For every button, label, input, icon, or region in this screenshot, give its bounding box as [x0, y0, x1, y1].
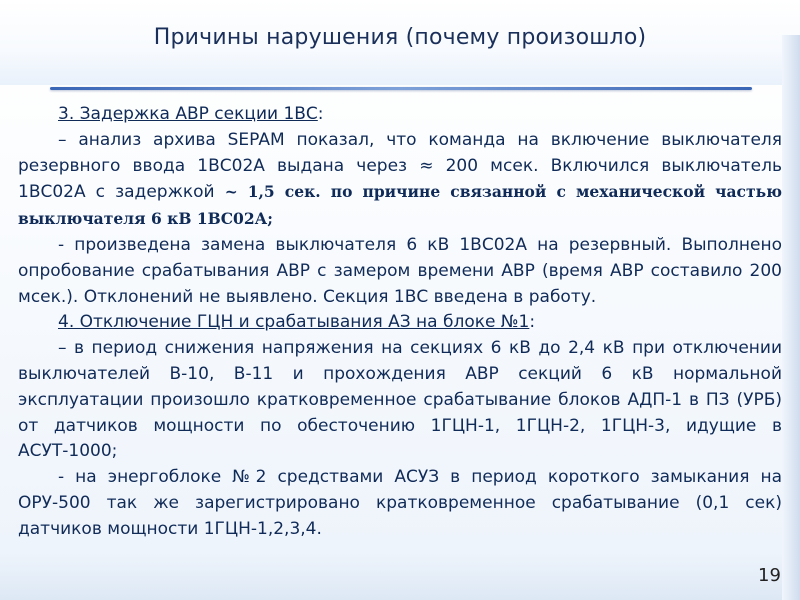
section-4-heading: 4. Отключение ГЦН и срабатывания АЗ на блоке №1 [58, 312, 530, 333]
section-4-paragraph-2: - на энергоблоке №2 средствами АСУЗ в период короткого замыкания на ОРУ-500 так же зарегистрировано кратковременное срабатывание (0,1 сек) датчиков мощности 1ГЦН-1,2,3,4. [18, 467, 782, 539]
slide-body [18, 102, 782, 543]
title-underline-divider [50, 87, 752, 90]
section-3-paragraph-2: - произведена замена выключателя 6 кВ 1ВС02А на резервный. Выполнено опробование срабатывания АВР с замером времени АВР (время АВР составило 200 мсек.). Отклонений не выявлено. Секция 1ВС введена в работу. [18, 234, 782, 307]
section-3-paragraph-1 [18, 128, 782, 233]
section-4-heading-colon: : [529, 312, 536, 333]
section-3-paragraph-1-serif-text: ~ 1,5 сек. по причине связанной с механической частью выключателя 6 кВ 1ВС02А; [18, 182, 782, 229]
section-3-paragraph-1-text: – анализ архива SEPAM показал, что команда на включение выключателя резервного ввода 1ВС02А выдана через ≈ 200 мсек. Включился выключатель 1ВС02А с задержкой [18, 129, 782, 203]
section-3-heading-line [18, 102, 782, 128]
section-4-heading-line [18, 310, 782, 336]
page-number: 19 [758, 565, 781, 586]
section-3-heading-colon: : [317, 104, 324, 124]
section-4-paragraph-1: – в период снижения напряжения на секциях 6 кВ до 2,4 кВ при отключении выключателей В-10, В-11 и прохождения АВР секций 6 кВ нормальной эксплуатации произошло кратковременное срабатывание блоков АДП-1 в ПЗ (УРБ) от датчиков мощности по обесточению 1ГЦН-1, 1ГЦН-2, 1ГЦН-3, идущие в АСУТ-1000; [18, 338, 782, 462]
slide-title: Причины нарушения (почему произошло) [153, 25, 647, 50]
decorative-right-strip [782, 35, 800, 600]
section-3-heading: 3. Задержка АВР секции 1ВС [58, 104, 318, 124]
